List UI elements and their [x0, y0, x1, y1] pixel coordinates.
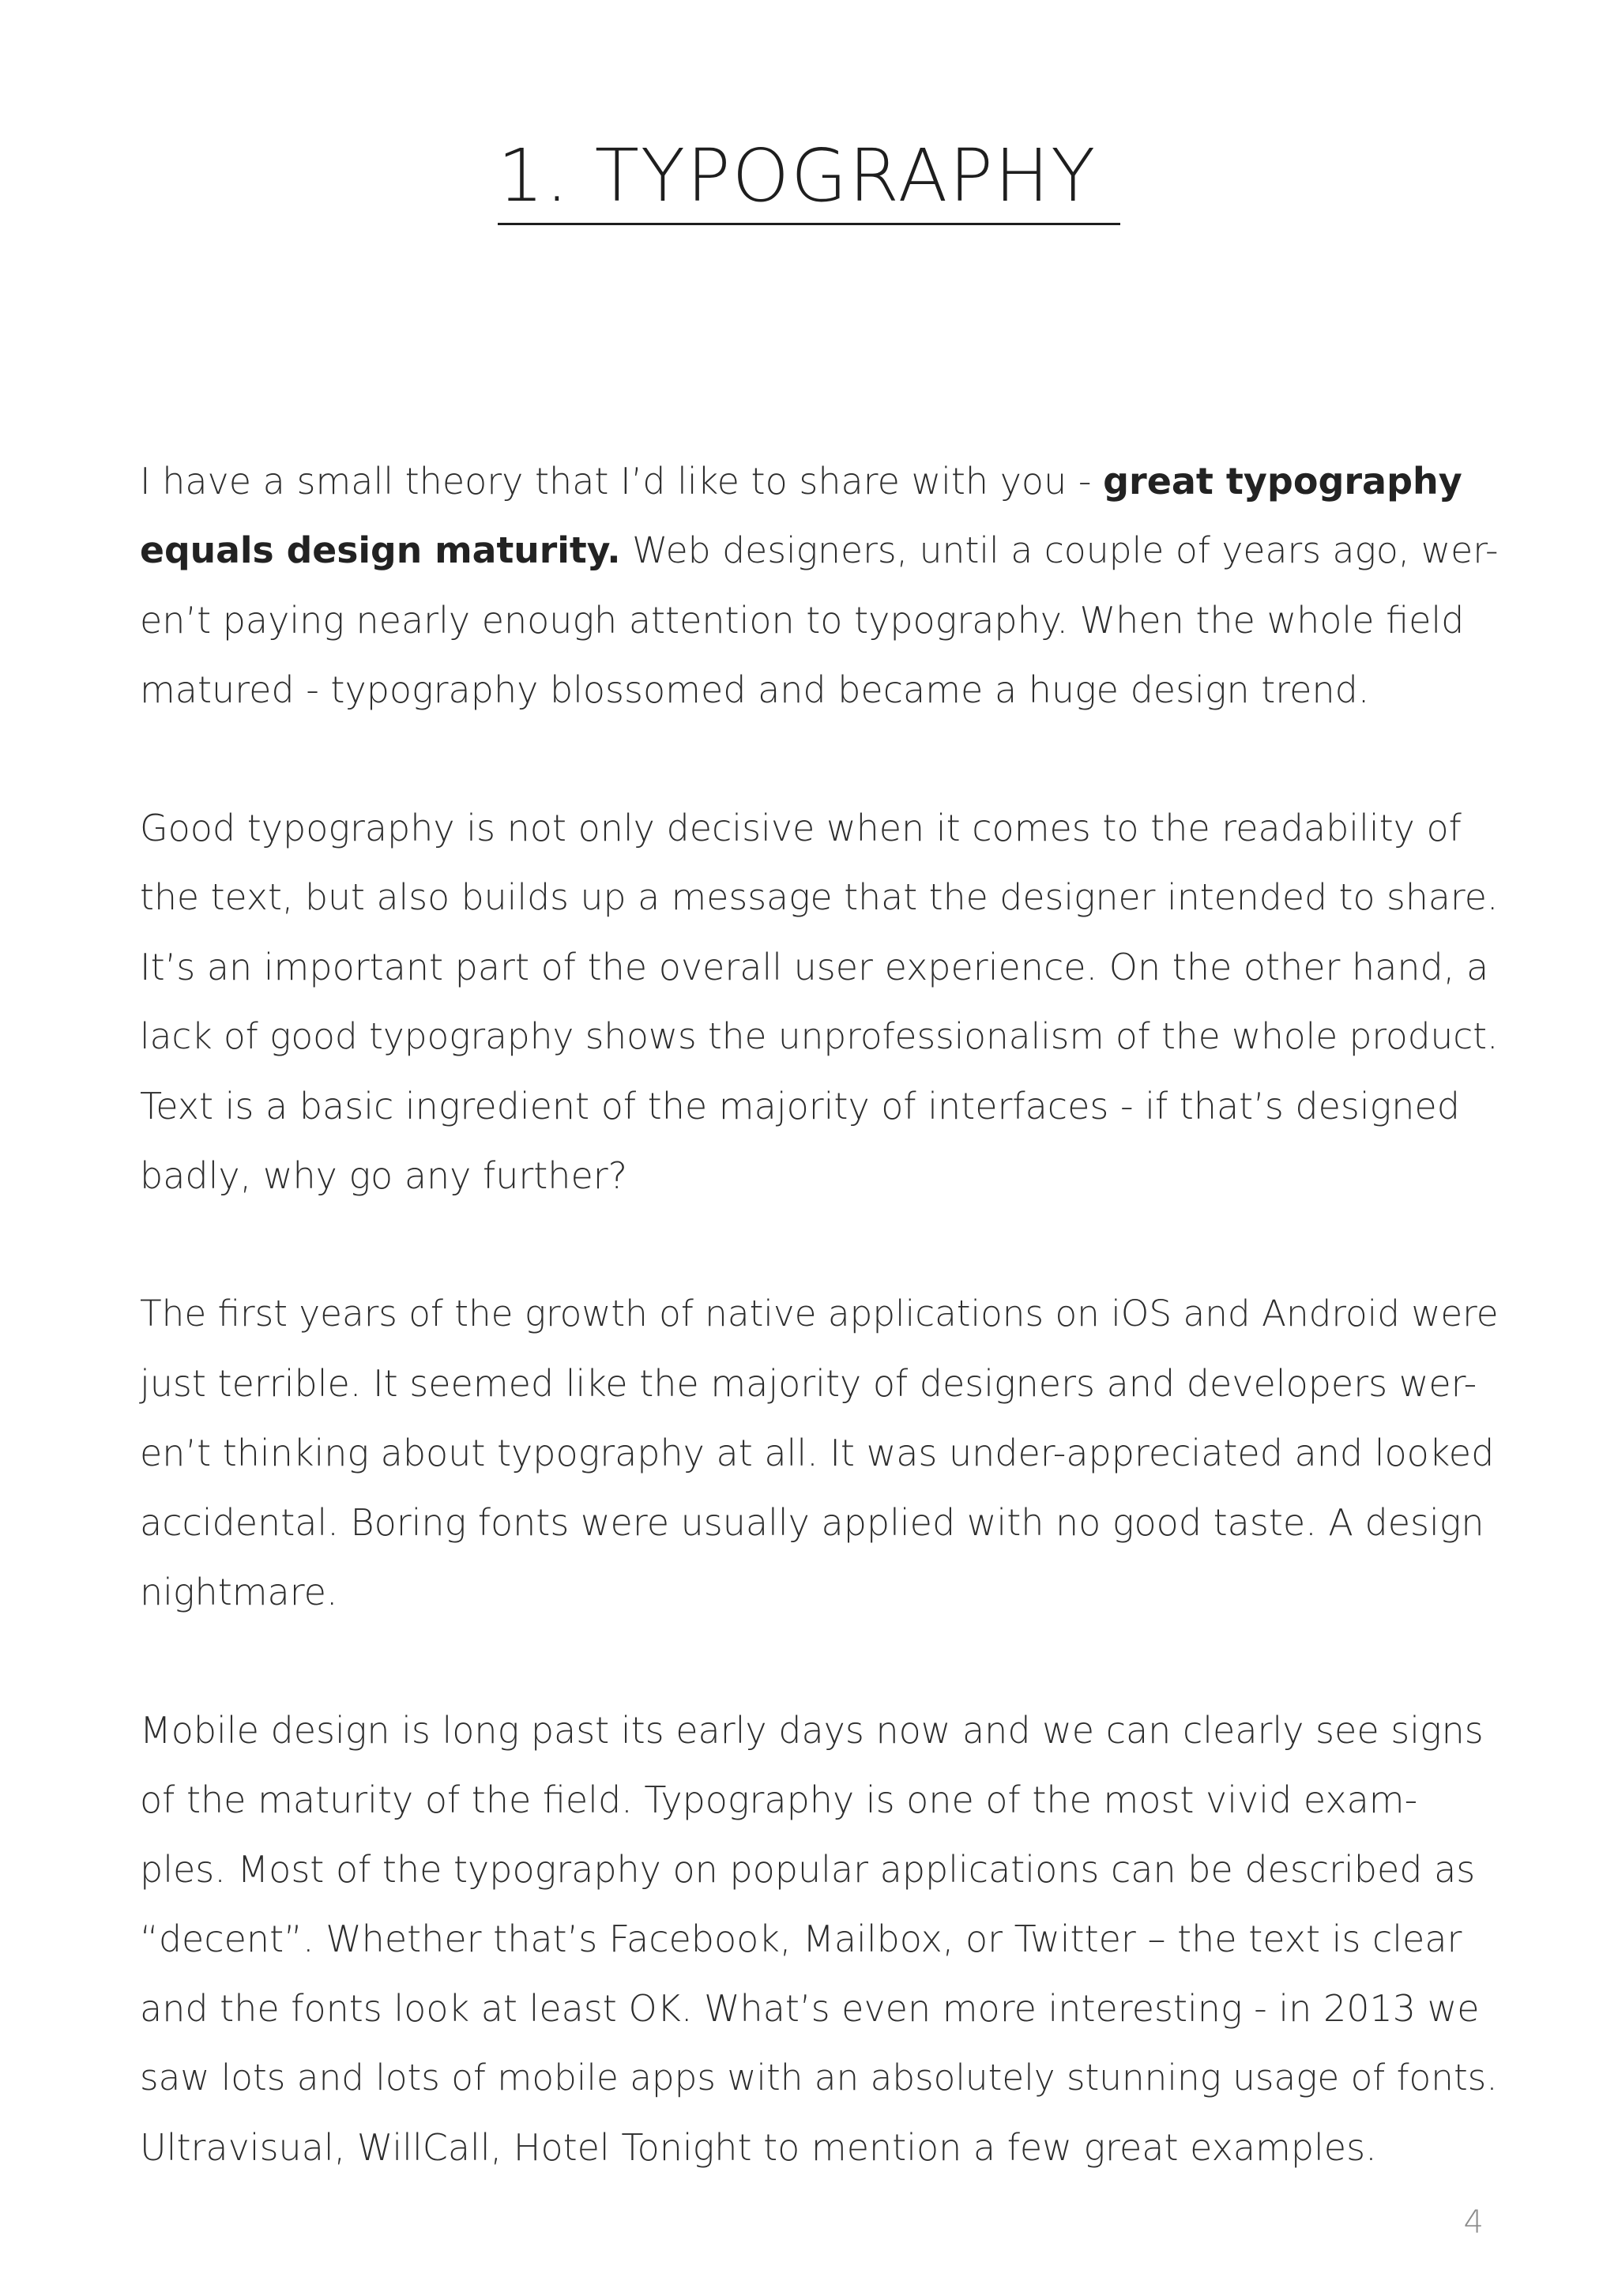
- paragraph-line: Mobile design is long past its early days now and we can clearly see signs: [140, 1709, 1484, 1752]
- line-text: Web designers, until a couple of years ago, wer-: [620, 529, 1499, 571]
- bold-text: great typography: [1103, 460, 1462, 502]
- paragraph-line: the text, but also builds up a message that the designer intended to share.: [140, 876, 1499, 918]
- paragraph-line: badly, why go any further?: [140, 1154, 628, 1197]
- paragraph-line: Good typography is not only decisive when it comes to the readability of: [140, 807, 1462, 849]
- paragraph-line: It’s an important part of the overall user experience. On the other hand, a: [140, 946, 1489, 988]
- paragraph-line: Ultravisual, WillCall, Hotel Tonight to mention a few great examples.: [140, 2126, 1377, 2169]
- paragraph-line: [140, 516, 1499, 585]
- line-text: I have a small theory that I’d like to share with you -: [140, 460, 1104, 502]
- body-text: [140, 446, 1499, 2251]
- title-wrapper: [0, 134, 1618, 225]
- paragraph-line: and the fonts look at least OK. What’s even more interesting - in 2013 we: [140, 1987, 1480, 2030]
- paragraph-line: The first years of the growth of native applications on iOS and Android were: [140, 1293, 1499, 1334]
- paragraph-line: [140, 446, 1499, 516]
- paragraph-4: [140, 1696, 1499, 2182]
- paragraph-2: [140, 793, 1499, 1210]
- paragraph-line: matured - typography blossomed and became a huge design trend.: [140, 668, 1370, 711]
- page-title: 1. TYPOGRAPHY: [498, 134, 1121, 225]
- paragraph-line: lack of good typography shows the unprofessionalism of the whole product.: [140, 1015, 1499, 1057]
- paragraph-line: en’t paying nearly enough attention to typography. When the whole field: [140, 599, 1465, 642]
- bold-text: equals design maturity.: [140, 529, 621, 571]
- paragraph-3: [140, 1279, 1499, 1627]
- paragraph-line: en’t thinking about typography at all. It was under-appreciated and looked: [140, 1432, 1495, 1474]
- paragraph-line: “decent”. Whether that’s Facebook, Mailbox, or Twitter – the text is clear: [140, 1918, 1462, 1960]
- paragraph-line: of the maturity of the field. Typography is one of the most vivid exam-: [140, 1778, 1418, 1821]
- paragraph-line: ples. Most of the typography on popular applications can be described as: [140, 1848, 1476, 1891]
- paragraph-line: nightmare.: [140, 1571, 338, 1613]
- paragraph-1: [140, 446, 1499, 725]
- paragraph-line: saw lots and lots of mobile apps with an absolutely stunning usage of fonts.: [140, 2057, 1498, 2098]
- paragraph-line: just terrible. It seemed like the majority of designers and developers wer-: [140, 1362, 1477, 1405]
- page-number: 4: [1463, 2204, 1484, 2241]
- paragraph-line: Text is a basic ingredient of the majority of interfaces - if that’s designed: [140, 1085, 1460, 1127]
- paragraph-line: accidental. Boring fonts were usually applied with no good taste. A design: [140, 1501, 1484, 1544]
